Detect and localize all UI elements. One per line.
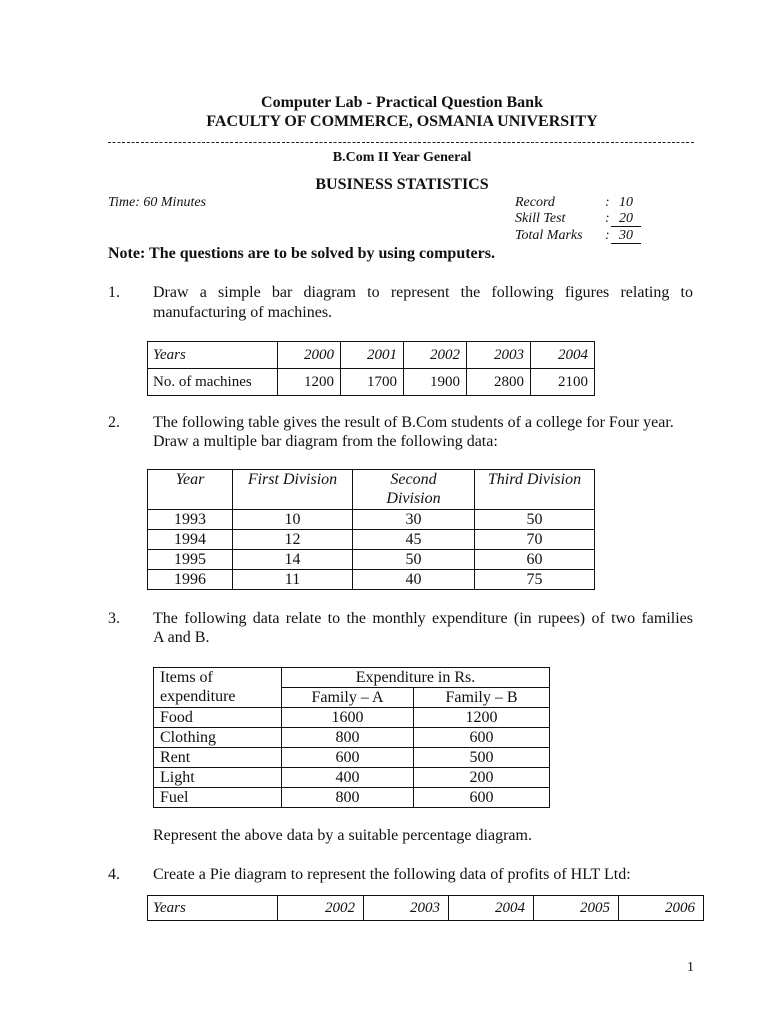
- table-header-cell: 2004: [531, 342, 595, 369]
- expenditure-table: [153, 667, 550, 808]
- table-header-cell: Years: [148, 896, 278, 921]
- question-text-line: The following table gives the result of B.Com students of a college for Four year.: [153, 414, 674, 431]
- table-row: [148, 369, 595, 396]
- table-row: [148, 510, 595, 530]
- table-cell: 800: [282, 728, 414, 748]
- table-row: [154, 668, 550, 688]
- table-cell: 1200: [278, 369, 341, 396]
- table-cell: 2100: [531, 369, 595, 396]
- table-row: [148, 470, 595, 510]
- table-row: [148, 570, 595, 590]
- table-cell: 1700: [341, 369, 404, 396]
- table-cell: 1600: [282, 708, 414, 728]
- marks-label: Skill Test: [515, 211, 566, 226]
- table-cell: Rent: [154, 748, 282, 768]
- table-cell: 500: [414, 748, 550, 768]
- table-header-cell: 2004: [449, 896, 534, 921]
- table-cell: 400: [282, 768, 414, 788]
- table-header-cell: Family – B: [414, 688, 550, 708]
- question-number: 2.: [108, 414, 120, 431]
- marks-colon: :: [605, 211, 610, 226]
- question-text-line: The following data relate to the monthly expenditure (in rupees) of two families: [153, 610, 693, 627]
- table-row: [148, 896, 704, 921]
- table-cell: 800: [282, 788, 414, 808]
- table-cell: Food: [154, 708, 282, 728]
- table-cell: 600: [282, 748, 414, 768]
- institution-name: FACULTY OF COMMERCE, OSMANIA UNIVERSITY: [206, 113, 598, 130]
- marks-row-skill-test: [515, 211, 655, 227]
- table-cell: 600: [414, 728, 550, 748]
- table-header-cell: Family – A: [282, 688, 414, 708]
- marks-label: Record: [515, 195, 555, 210]
- question-text-line: Create a Pie diagram to represent the following data of profits of HLT Ltd:: [153, 866, 631, 883]
- table-header-cell: Second Division: [353, 470, 475, 510]
- table-row: [148, 342, 595, 369]
- page-number: 1: [687, 960, 694, 975]
- question-number: 4.: [108, 866, 120, 883]
- table-cell: Fuel: [154, 788, 282, 808]
- table-cell: 30: [353, 510, 475, 530]
- table-cell: 45: [353, 530, 475, 550]
- table-row: [154, 768, 550, 788]
- course-name: B.Com II Year General: [332, 150, 472, 165]
- table-header-cell: 2003: [467, 342, 531, 369]
- table-row: [154, 708, 550, 728]
- profits-table: [147, 895, 704, 921]
- table-header-cell: 2006: [619, 896, 704, 921]
- table-cell: 1993: [148, 510, 233, 530]
- table-cell: 60: [475, 550, 595, 570]
- table-row: [154, 748, 550, 768]
- machines-table: [147, 341, 595, 396]
- table-row: [154, 788, 550, 808]
- time-allowed: Time: 60 Minutes: [108, 195, 206, 210]
- instruction-note: Note: The questions are to be solved by using computers.: [108, 245, 495, 262]
- table-cell: 50: [353, 550, 475, 570]
- separator-line: [108, 142, 694, 143]
- question-text-line: Draw a multiple bar diagram from the following data:: [153, 433, 498, 450]
- table-header-cell: 2002: [404, 342, 467, 369]
- table-cell: 70: [475, 530, 595, 550]
- table-header-cell: Items of expenditure: [154, 668, 282, 708]
- table-cell: 11: [233, 570, 353, 590]
- table-cell: Clothing: [154, 728, 282, 748]
- marks-row-total-marks: [515, 228, 655, 244]
- table-cell: 2800: [467, 369, 531, 396]
- table-header-cell: 2005: [534, 896, 619, 921]
- marks-value: 30: [611, 228, 641, 244]
- table-cell: 14: [233, 550, 353, 570]
- question-text-line: A and B.: [153, 629, 210, 646]
- marks-value: 20: [611, 211, 641, 227]
- question-text-line: Draw a simple bar diagram to represent the following figures relating to: [153, 284, 693, 301]
- table-cell: 75: [475, 570, 595, 590]
- table-cell: 40: [353, 570, 475, 590]
- table-cell: 1200: [414, 708, 550, 728]
- table-cell: 200: [414, 768, 550, 788]
- table-header-cell: Expenditure in Rs.: [282, 668, 550, 688]
- table-header-cell: 2003: [364, 896, 449, 921]
- table-header-cell: Third Division: [475, 470, 595, 510]
- table-cell: 600: [414, 788, 550, 808]
- table-header-cell: 2002: [278, 896, 364, 921]
- marks-colon: :: [605, 228, 610, 243]
- question-follow-up: Represent the above data by a suitable percentage diagram.: [153, 827, 532, 844]
- marks-value: 10: [619, 195, 633, 210]
- marks-label: Total Marks: [515, 228, 583, 243]
- marks-row-record: [515, 195, 655, 211]
- marks-colon: :: [605, 195, 610, 210]
- table-cell: 1900: [404, 369, 467, 396]
- table-cell: 1995: [148, 550, 233, 570]
- table-cell: 10: [233, 510, 353, 530]
- table-header-cell: 2000: [278, 342, 341, 369]
- subject-title: BUSINESS STATISTICS: [315, 176, 489, 193]
- table-header-cell: Year: [148, 470, 233, 510]
- table-header-cell: First Division: [233, 470, 353, 510]
- question-number: 3.: [108, 610, 120, 627]
- table-header-cell: Years: [148, 342, 278, 369]
- table-row: [148, 550, 595, 570]
- table-cell: 50: [475, 510, 595, 530]
- table-cell: 1994: [148, 530, 233, 550]
- question-text-line: manufacturing of machines.: [153, 304, 333, 321]
- table-cell: 12: [233, 530, 353, 550]
- table-row: [148, 530, 595, 550]
- document-title: Computer Lab - Practical Question Bank: [261, 94, 543, 111]
- question-number: 1.: [108, 284, 120, 301]
- results-table: [147, 469, 595, 590]
- table-header-cell: 2001: [341, 342, 404, 369]
- table-cell: Light: [154, 768, 282, 788]
- table-row: [154, 728, 550, 748]
- table-cell: No. of machines: [148, 369, 278, 396]
- table-cell: 1996: [148, 570, 233, 590]
